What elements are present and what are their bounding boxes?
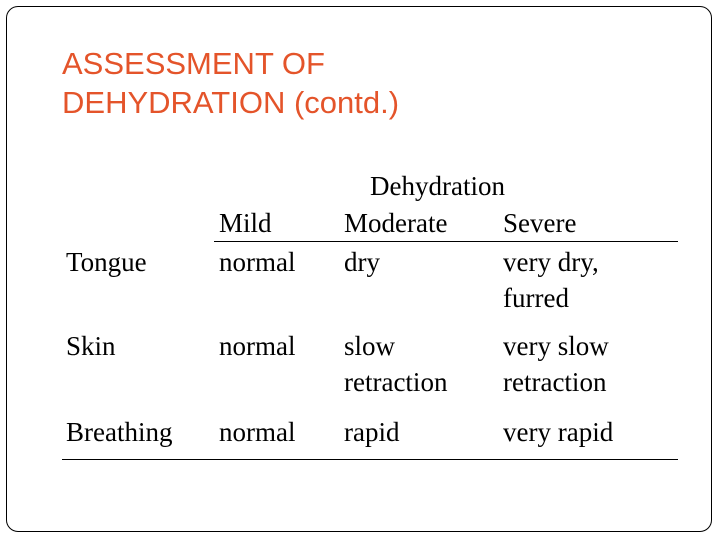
skin-mild-cell: normal [219,331,296,361]
tongue-severe-cell-line-1: very dry, [503,247,599,277]
bottom-rule [62,459,678,460]
row-label-breathing: Breathing [66,417,173,447]
breathing-moderate-cell: rapid [344,417,400,447]
tongue-mild-cell: normal [219,247,296,277]
tongue-severe-cell-line-2: furred [503,283,569,313]
skin-moderate-cell-line-2: retraction [344,367,448,397]
skin-severe-cell-line-1: very slow [503,331,609,361]
title-line-2: DEHYDRATION (contd.) [62,85,400,120]
skin-moderate-cell-line-1: slow [344,331,396,361]
column-header-severe: Severe [503,208,577,238]
column-header-moderate: Moderate [344,208,448,238]
skin-severe-cell-line-2: retraction [503,367,607,397]
column-header-mild: Mild [219,208,272,238]
header-rule [214,241,678,242]
title-line-1: ASSESSMENT OF [62,46,325,81]
group-header-dehydration: Dehydration [370,171,505,201]
row-label-tongue: Tongue [66,247,147,277]
row-label-skin: Skin [66,331,116,361]
breathing-mild-cell: normal [219,417,296,447]
breathing-severe-cell: very rapid [503,417,614,447]
tongue-moderate-cell: dry [344,247,380,277]
